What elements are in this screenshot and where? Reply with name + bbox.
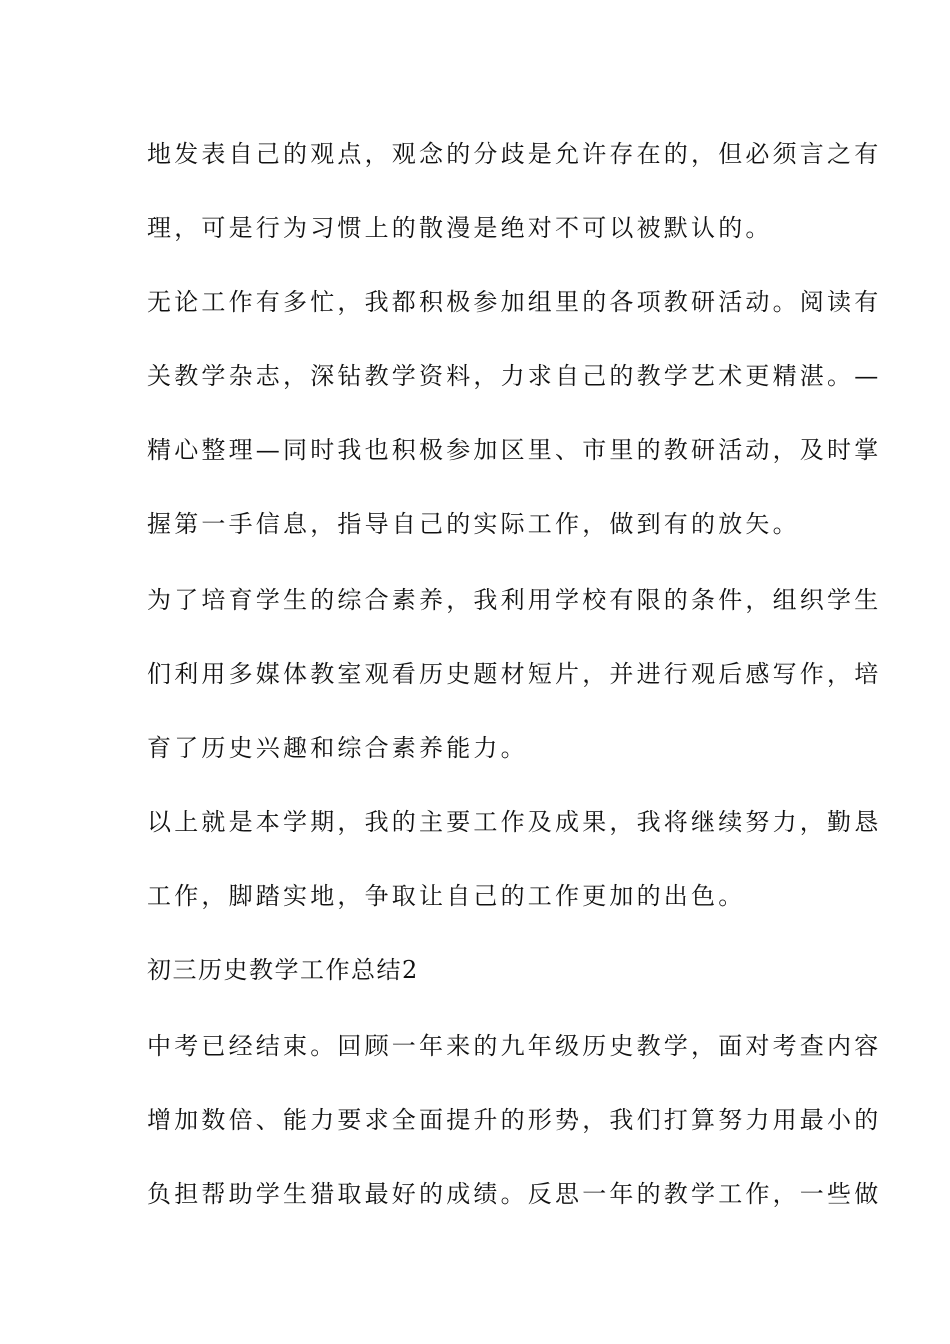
paragraph-2-line-2: 关教学杂志，深钻教学资料，力求自己的教学艺术更精湛。— (147, 362, 882, 390)
paragraph-2-line-1: 无论工作有多忙，我都积极参加组里的各项教研活动。阅读有 (147, 288, 882, 316)
paragraph-5-line-1: 中考已经结束。回顾一年来的九年级历史教学，面对考查内容 (147, 1032, 882, 1060)
section-heading: 初三历史教学工作总结2 (147, 956, 419, 984)
paragraph-5-line-2: 增加数倍、能力要求全面提升的形势，我们打算努力用最小的 (147, 1106, 882, 1134)
paragraph-4-line-1: 以上就是本学期，我的主要工作及成果，我将继续努力，勤恳 (147, 808, 882, 836)
paragraph-3-line-3: 育了历史兴趣和综合素养能力。 (147, 734, 528, 762)
paragraph-1-line-1: 地发表自己的观点，观念的分歧是允许存在的，但必须言之有 (147, 140, 882, 168)
paragraph-1-line-2: 理，可是行为习惯上的散漫是绝对不可以被默认的。 (147, 214, 773, 242)
paragraph-4-line-2: 工作，脚踏实地，争取让自己的工作更加的出色。 (147, 882, 746, 910)
paragraph-3-line-1: 为了培育学生的综合素养，我利用学校有限的条件，组织学生 (147, 586, 882, 614)
paragraph-2-line-4: 握第一手信息，指导自己的实际工作，做到有的放矢。 (147, 510, 800, 538)
paragraph-2-line-3: 精心整理—同时我也积极参加区里、市里的教研活动，及时掌 (147, 436, 882, 464)
paragraph-3-line-2: 们利用多媒体教室观看历史题材短片，并进行观后感写作，培 (147, 660, 882, 688)
paragraph-5-line-3: 负担帮助学生猎取最好的成绩。反思一年的教学工作，一些做 (147, 1180, 882, 1208)
